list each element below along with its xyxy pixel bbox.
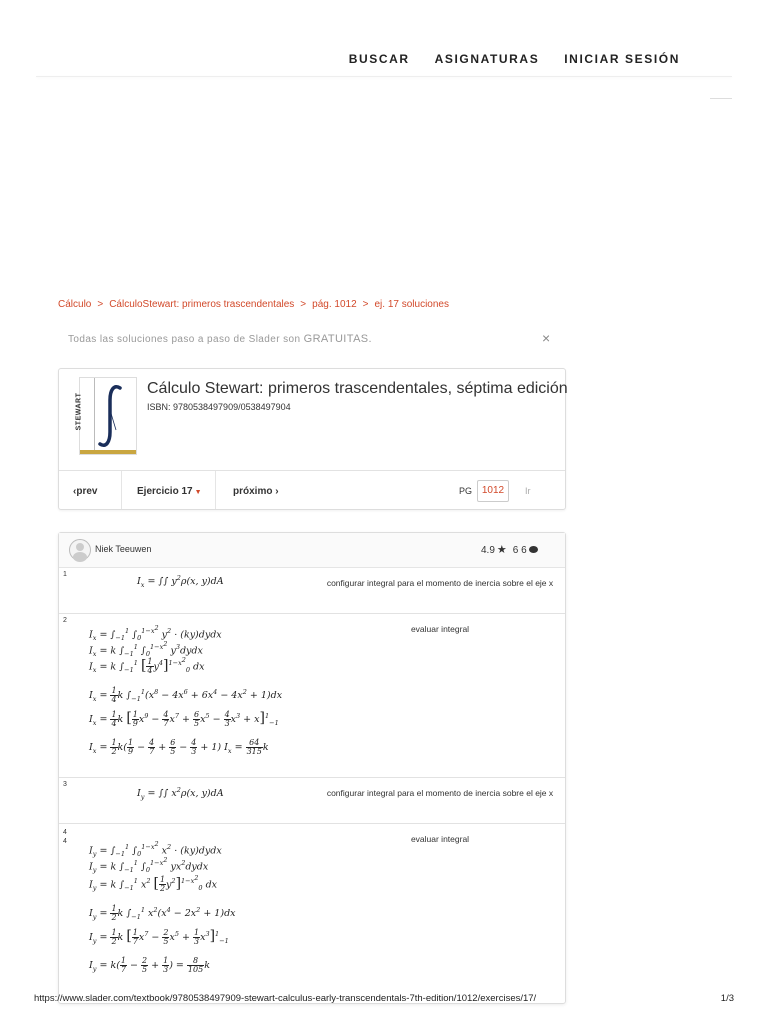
- print-footer: [34, 993, 734, 1004]
- step-note: configurar integral para el momento de inercia sobre el eje x: [326, 578, 554, 588]
- close-icon[interactable]: ×: [542, 330, 551, 346]
- step-number: 4: [63, 829, 67, 836]
- book-cover[interactable]: [75, 377, 137, 455]
- breadcrumb-separator: >: [362, 299, 369, 310]
- comment-count: 6 6: [512, 545, 527, 556]
- ad-divider: [710, 98, 732, 99]
- prev-exercise-button[interactable]: ‹prev: [73, 486, 98, 497]
- star-icon[interactable]: ★: [496, 544, 507, 556]
- exercise-nav: [59, 471, 565, 509]
- promo-free-label: GRATUITAS.: [303, 333, 372, 345]
- cover-spine-text: STEWART: [75, 392, 83, 431]
- page-label: PG: [459, 486, 473, 496]
- solution-step: 3 $I_y$ = ∫∫ $x^2\rho(x$, y)dA configurar integral para el momento de inercia sobre el eje x: [59, 777, 565, 824]
- exercise-select[interactable]: [137, 486, 202, 497]
- go-button[interactable]: Ir: [525, 486, 531, 496]
- step-note: evaluar integral: [410, 624, 470, 634]
- breadcrumb-item-subject[interactable]: Cálculo: [58, 299, 92, 310]
- nav-separator: [121, 471, 122, 509]
- exercise-select-label: Ejercicio 17: [137, 486, 193, 497]
- caret-down-icon: ▼: [194, 489, 202, 496]
- integral-logo-icon: [80, 378, 136, 454]
- solution-step: 2 $I_x = \int_{-1}^1$ $\int_0^{1-x^2}$ $y^2$ · (ky)dydx $I_x = k$ $\int_{-1}^1$ $\int_0^{1-x^2}$ $y^3dydx$ $I_x = k$ $\int_{-1}^1$ [ $\frac{1}{4}$ $y^4]^{1-x^2}_0$ dx $I_x$ = $\frac{1}{4}$ k $\int_{-1}^1(x^8 - 4x^6 + 6x^4 - 4x^2 + 1)dx$ $I_x$ = $\frac{1}{4}$ k [ $\frac{1}{9}$ $x^9$ − $\frac{4}{7}$ $x^7$ + $\frac{6}{5}$ $x^5$ − $\frac{4}{3}$ $x^3 + x]^1_{-1}$ $I_x$ = $\frac{1}{2}$ k( $\frac{1}{9}$ − $\frac{4}{7}$ + $\frac{6}{5}$ − $\frac{4}{3}$ + 1) $I_x$ = $\frac{64}{315}$ k evaluar integral: [59, 613, 565, 778]
- nav-search-link[interactable]: BUSCAR: [348, 52, 410, 66]
- step-number: 4: [63, 838, 67, 845]
- step-number: 1: [63, 571, 67, 578]
- nav-divider: [36, 76, 732, 77]
- solution-rating: [481, 543, 538, 556]
- top-nav: [329, 52, 680, 66]
- breadcrumb-separator: >: [300, 299, 307, 310]
- step-number: 2: [63, 617, 67, 624]
- next-exercise-button[interactable]: próximo ›: [233, 486, 279, 497]
- book-card: [58, 368, 566, 510]
- breadcrumb-item-book[interactable]: CálculoStewart: primeros trascendentales: [109, 299, 295, 310]
- promo-banner: [68, 333, 372, 345]
- solution-card: [58, 532, 566, 1004]
- author-name[interactable]: Niek Teeuwen: [95, 544, 152, 554]
- avatar[interactable]: [69, 539, 91, 561]
- book-title: Cálculo Stewart: primeros trascendentales, séptima edición: [147, 380, 568, 397]
- solution-step: 1 $I_x$ = ∫∫ $y^2\rho(x$, y)dA configurar integral para el momento de inercia sobre el eje x: [59, 567, 565, 614]
- breadcrumb-item-exercise[interactable]: ej. 17 soluciones: [374, 299, 449, 310]
- solution-header: [59, 533, 565, 568]
- footer-page-number: 1/3: [720, 993, 734, 1004]
- breadcrumb-item-page[interactable]: pág. 1012: [312, 299, 357, 310]
- rating-value: 4.9: [481, 545, 495, 556]
- breadcrumb: [58, 299, 449, 310]
- solution-step: 4 4 $I_y = \int_{-1}^1$ $\int_0^{1-x^2}$ $x^2$ · (ky)dydx $I_y = k$ $\int_{-1}^1$ $\int_0^{1-x^2}$ $yx^2dydx$ $I_y = k$ $\int_{-1}^1$ $x^2$ [ $\frac{1}{2}$ $y^2]^{1-x^2}_0$ dx $I_y$ = $\frac{1}{2}$ k $\int_{-1}^1$ $x^2(x^4 - 2x^2 + 1)dx$ $I_y$ = $\frac{1}{2}$ k [ $\frac{1}{7}$ $x^7$ − $\frac{2}{5}$ $x^5$ + $\frac{1}{3}$ $x^3]^1_{-1}$ $I_y = k$( $\frac{1}{7}$ − $\frac{2}{5}$ + $\frac{1}{3}$ ) = $\frac{8}{105}$ k evaluar integral: [59, 823, 565, 1003]
- book-isbn: ISBN: 9780538497909/0538497904: [147, 402, 291, 412]
- nav-separator: [215, 471, 216, 509]
- nav-subjects-link[interactable]: ASIGNATURAS: [434, 52, 540, 66]
- footer-url[interactable]: https://www.slader.com/textbook/9780538497909-stewart-calculus-early-transcendentals-7th-edition/1012/exercises/17/: [34, 993, 537, 1004]
- nav-login-link[interactable]: INICIAR SESIÓN: [564, 52, 680, 66]
- promo-text: Todas las soluciones paso a paso de Slader son: [68, 334, 301, 345]
- breadcrumb-separator: >: [97, 299, 104, 310]
- comment-bubble-icon[interactable]: [529, 546, 538, 553]
- step-number: 3: [63, 781, 67, 788]
- step-note: configurar integral para el momento de inercia sobre el eje x: [326, 788, 554, 798]
- step-note: evaluar integral: [410, 834, 470, 844]
- page-input[interactable]: 1012: [477, 480, 509, 502]
